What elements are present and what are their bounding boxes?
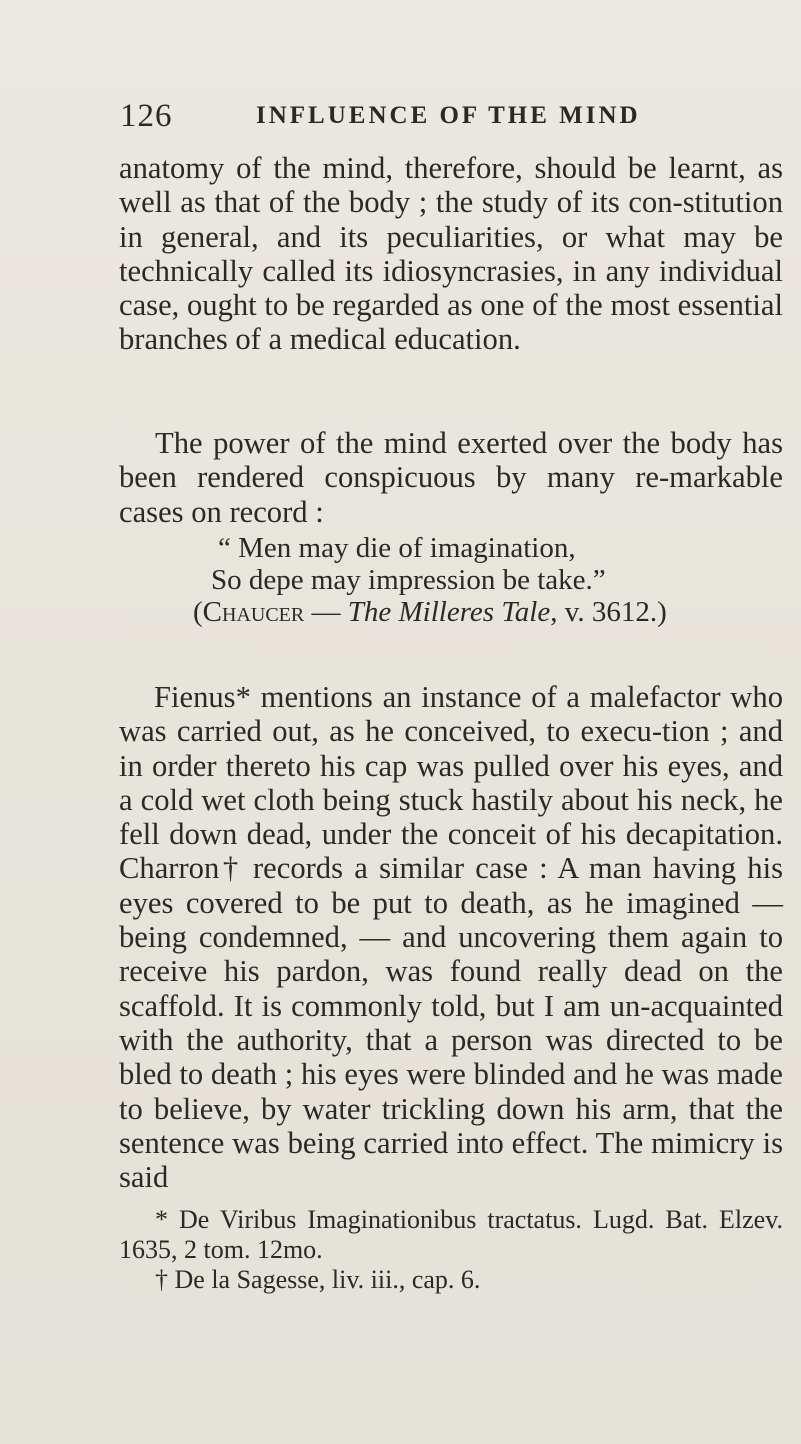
page-header xyxy=(120,98,720,138)
paragraph-power-of-mind: The power of the mind exerted over the body has been rendered conspicuous by many re-markable cases on record : xyxy=(119,426,783,529)
citation-author: Chaucer xyxy=(202,596,305,628)
citation-dash: — xyxy=(304,596,348,628)
citation-open: ( xyxy=(193,596,203,628)
citation-ref: , v. 3612.) xyxy=(550,596,667,628)
quote-line-1: “ Men may die of imagination, xyxy=(218,532,576,564)
footnotes xyxy=(119,1205,783,1295)
quote-citation xyxy=(193,596,793,628)
page-number: 126 xyxy=(120,98,173,134)
chaucer-quote xyxy=(193,532,793,628)
footnote-fienus: * De Viribus Imaginationibus tractatus. Lugd. Bat. Elzev. 1635, 2 tom. 12mo. xyxy=(119,1205,783,1264)
paragraph-fienus: Fienus* mentions an instance of a malefactor who was carried out, as he conceived, to execu-tion ; and in order thereto his cap was pulled over his eyes, and a cold wet cloth being stuck hastily about his neck, he fell down dead, under the conceit of his decapitation. Charron† records a similar case : A man having his eyes covered to be put to death, as he imagined — being condemned, — and uncovering them again to receive his pardon, was found really dead on the scaffold. It is commonly told, but I am un-acquainted with the authority, that a person was directed to be bled to death ; his eyes were blinded and he was made to believe, by water trickling down his arm, that the sentence was being carried into effect. The mimicry is said xyxy=(119,680,783,1195)
paragraph-anatomy: anatomy of the mind, therefore, should be learnt, as well as that of the body ; the study of its con-stitution in general, and its peculiarities, or what may be technically called its idiosyncrasies, in any individual case, ought to be regarded as one of the most essential branches of a medical education. xyxy=(119,151,783,357)
footnote-charron: † De la Sagesse, liv. iii., cap. 6. xyxy=(155,1265,481,1294)
running-head: INFLUENCE OF THE MIND xyxy=(256,102,641,129)
quote-line-2: So depe may impression be take.” xyxy=(211,564,606,596)
citation-title: The Milleres Tale xyxy=(347,596,551,628)
